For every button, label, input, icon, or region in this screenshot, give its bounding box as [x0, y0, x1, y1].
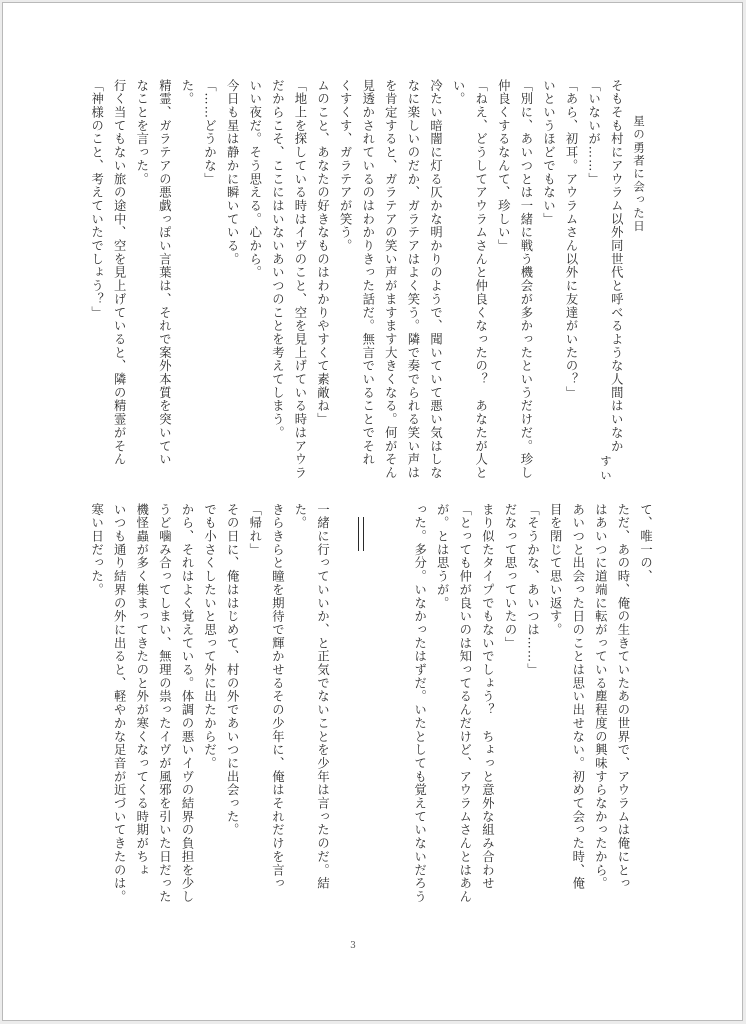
- text-line: だからこそ、ここにはいないあいつのことを考えてしまう。: [270, 79, 285, 440]
- story-title: 星の勇者に会った日: [632, 115, 646, 233]
- text-line: 一緒に行っていいか、と正気でないことを少年は言ったのだ。結: [315, 503, 330, 891]
- scene-break-line: [358, 517, 359, 551]
- text-line: 「あら、初耳。アウラムさん以外に友達がいたの？」: [564, 79, 579, 400]
- text-line: だなって思っていたの」: [502, 503, 517, 650]
- text-line: ムのこと、あなたの好きなものはわかりやすくて素敵ね」: [315, 79, 330, 427]
- lower-left-text-block: [85, 503, 334, 904]
- text-line: た。: [292, 503, 307, 530]
- text-line: 見透かされているのはわかりきった話だ。無言でいることでそれ: [360, 79, 375, 467]
- lower-right-text-block: [408, 503, 657, 904]
- text-line: て、唯一の、: [638, 503, 653, 584]
- text-line: ただ、あの時、俺の生きていたあの世界で、アウラムは俺にとっ: [615, 503, 630, 891]
- text-line: 「……どうかな」: [202, 79, 217, 186]
- text-line: 「神様のこと、考えていたでしょう？」: [89, 79, 104, 320]
- text-line: 精霊、ガラテアの悪戯っぽい言葉は、それで案外本質を突いてい: [157, 79, 172, 467]
- text-line: いい夜だ。そう思える。心から。: [247, 79, 262, 280]
- text-line: うど噛み合ってしまい、無理の祟ったイヴが風邪を引いた日だった: [157, 503, 172, 904]
- text-line: から、それはよく覚えている。体調の悪いイヴの結界の負担を少し: [179, 503, 194, 904]
- text-line: を肯定すると、ガラテアの笑い声がますます大きくなる。何がそん: [383, 79, 398, 480]
- text-line: いというほどでもない」: [541, 79, 556, 226]
- text-line: そもそも村にアウラム以外同世代と呼べるような人間はいなか: [609, 79, 624, 453]
- text-line: 「とっても仲が良いのは知ってるんだけど、アウラムさんとはあん: [457, 503, 472, 904]
- text-line: た。: [179, 79, 194, 106]
- text-line: い。: [451, 79, 466, 106]
- text-line: が。とは思うが。: [435, 503, 450, 610]
- text-line: 行く当てもない旅の途中、空を見上げていると、隣の精霊がそん: [112, 79, 127, 467]
- text-line: その日に、俺ははじめて、村の外であいつに出会った。: [225, 503, 240, 837]
- manuscript-page: [2, 2, 743, 1021]
- text-line: 「そうかな、あいつは……」: [525, 503, 540, 677]
- author-name: すい: [599, 455, 613, 484]
- scene-break-line: [363, 517, 364, 551]
- text-line: 機怪蟲が多く集まってきたのと外が寒くなってくる時期がちょ: [134, 503, 149, 877]
- text-line: 「地上を探している時はイヴのこと、空を見上げている時はアウラ: [292, 79, 307, 480]
- text-line: まり似たタイプでもないでしょう？ ちょっと意外な組み合わせ: [480, 503, 495, 891]
- text-line: きらきらと瞳を期待で輝かせるその少年に、俺はそれだけを言っ: [270, 503, 285, 891]
- text-line: でも小さくしたいと思って外に出たからだ。: [202, 503, 217, 770]
- text-line: はあいつに道端に転がっている塵程度の興味すらなかったから。: [593, 503, 608, 891]
- text-line: 「別に、あいつとは一緒に戦う機会が多かったというだけだ。珍し: [518, 79, 533, 480]
- text-line: 「ねえ、どうしてアウラムさんと仲良くなったの？ あなたが人と: [473, 79, 488, 480]
- text-line: なことを言った。: [134, 79, 149, 186]
- text-line: 仲良くするなんて、珍しい」: [496, 79, 511, 253]
- text-line: くすくす、ガラテアが笑う。: [338, 79, 353, 253]
- text-line: いつも通り結界の外に出ると、軽やかな足音が近づいてきたのは。: [112, 503, 127, 904]
- upper-text-block: [85, 79, 627, 480]
- text-line: 「帰れ」: [247, 503, 262, 557]
- text-line: 目を閉じて思い返す。: [548, 503, 563, 637]
- text-line: 寒い日だった。: [89, 503, 104, 597]
- text-line: 冷たい暗闇に灯る仄かな明かりのようで、聞いていて悪い気はしな: [428, 79, 443, 480]
- text-line: った。多分。いなかったはずだ。いたとしても覚えていないだろう: [412, 503, 427, 904]
- text-line: あいつと出会った日のことは思い出せない。初めて会った時、俺: [570, 503, 585, 891]
- text-line: 今日も星は静かに瞬いている。: [225, 79, 240, 266]
- text-line: 「いないが……」: [586, 79, 601, 186]
- page-number: 3: [350, 941, 356, 951]
- text-line: なに楽しいのだか、ガラテアはよく笑う。隣で奏でられる笑い声は: [405, 79, 420, 480]
